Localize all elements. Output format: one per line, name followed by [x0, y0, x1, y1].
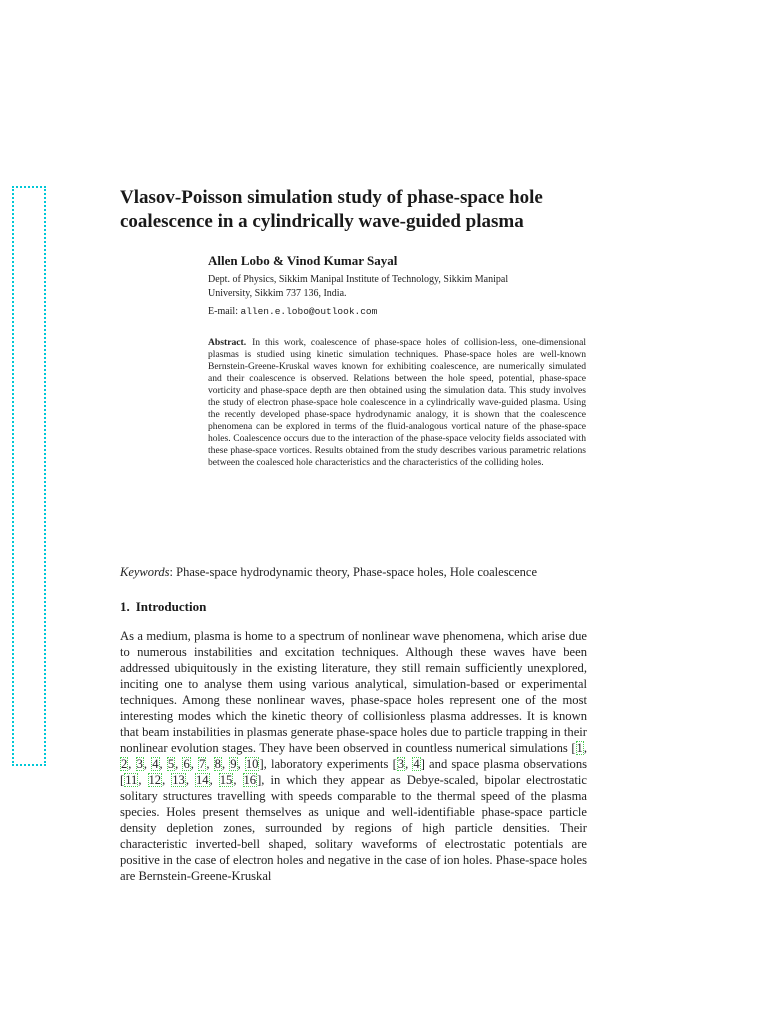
intro-text: As a medium, plasma is home to a spectrum of nonlinear wave phenomena, which arise due to numerous instabilities and excitation techniques. Although these waves have been addressed ubiquitously in the existing literature, they still remain sufficiently unexplored, inciting one to analyse them using various analytical, simulation-based or experimental techniques. Among these nonlinear waves, phase-space holes represent one of the most interesting modes which the kinetic theory of collisionless plasma addresses. It is known that beam instabilities in plasmas generate phase-space holes due to particle trapping in their nonlinear evolution stages. They have been observed in countless numerical simulations [ — [120, 629, 587, 755]
citation-link[interactable]: 10 — [245, 757, 259, 771]
intro-text: ] and space plasma observations [ — [120, 757, 588, 787]
section-heading — [120, 599, 206, 615]
citation-group: 11, 12, 13, 14, 15, 16 — [125, 773, 257, 787]
intro-text: ], laboratory experiments [ — [259, 757, 397, 771]
abstract — [208, 337, 586, 469]
citation-link[interactable]: 3 — [136, 757, 143, 771]
citation-link[interactable]: 1 — [576, 741, 583, 755]
citation-link[interactable]: 4 — [152, 757, 159, 771]
keywords-label: Keywords — [120, 565, 170, 579]
introduction-paragraph — [120, 628, 587, 884]
citation-group: 1, 2, 3, 4, 5, 6, 7, 8, 9, 10 — [121, 741, 587, 771]
authors: Allen Lobo & Vinod Kumar Sayal — [208, 253, 398, 268]
section-title: Introduction — [135, 599, 207, 614]
citation-link[interactable]: 15 — [219, 773, 233, 787]
citation-link[interactable]: 5 — [167, 757, 175, 771]
email-label: E-mail: — [208, 306, 238, 317]
citation-link[interactable]: 8 — [214, 757, 221, 771]
title-line: Vlasov-Poisson simulation study of phase-space hole — [120, 187, 543, 208]
citation-link[interactable]: 13 — [172, 773, 185, 787]
affiliation-line: Dept. of Physics, Sikkim Manipal Institute of Technology, Sikkim Manipal — [208, 274, 509, 285]
citation-link[interactable]: 6 — [183, 757, 190, 771]
citation-link[interactable]: 2 — [121, 757, 128, 771]
section-number: 1. — [120, 599, 130, 614]
citation-link[interactable]: 9 — [230, 757, 237, 771]
citation-link[interactable]: 4 — [413, 757, 420, 771]
citation-link[interactable]: 12 — [148, 773, 162, 787]
citation-group: 3, 4 — [397, 757, 420, 771]
email-address[interactable]: allen.e.lobo@outlook.com — [240, 306, 378, 317]
affiliation-line: University, Sikkim 737 136, India. — [208, 288, 347, 299]
paper-title — [120, 186, 640, 234]
title-line: coalescence in a cylindrically wave-guided plasma — [120, 211, 524, 232]
abstract-label: Abstract. — [208, 337, 247, 348]
citation-link[interactable]: 14 — [196, 773, 209, 787]
intro-text: ], in which they appear as Debye-scaled, bipolar electrostatic solitary structures travelling with speeds comparable to the thermal speed of the plasma species. Holes present themselves as unique and well-identifiable phase-space particle density depletion zones, surrounded by regions of high particle densities. Their characteristic inverted-bell shaped, solitary waveforms of electrostatic potentials are positive in the case of electron holes and negative in the case of ion holes. Phase-space holes are Bernstein-Greene-Kruskal — [120, 773, 587, 883]
arxiv-stamp-placeholder — [12, 186, 46, 766]
abstract-text: In this work, coalescence of phase-space holes of collision-less, one-dimensional plasmas is studied using kinetic simulation techniques. Phase-space holes are well-known Bernstein-Greene-Kruskal waves known for exhibiting coalescence, are numerically simulated and their coalescence is observed. Relations between the hole speed, potential, phase-space vorticity and phase-space depth are then obtained using the simulation data. This study involves the study of electron phase-space hole coalescence in a cylindrically wave-guided plasma. Using the recently developed phase-space hydrodynamic analogy, it is shown that the coalescence phenomena can be explored in terms of the fluid-analogous vortical nature of the phase-space holes. Coalescence occurs due to the interaction of the phase-space velocity fields associated with these phase-space vortices. Results obtained from the study describes various parametric relations between the coalesced hole characteristics and the characteristics of the colliding holes. — [208, 337, 586, 468]
affiliation — [208, 273, 578, 301]
citation-link[interactable]: 3 — [397, 757, 405, 771]
citation-link[interactable]: 11 — [125, 773, 138, 787]
citation-link[interactable]: 16 — [243, 773, 257, 787]
keywords-text: : Phase-space hydrodynamic theory, Phase-space holes, Hole coalescence — [169, 565, 537, 579]
keywords — [120, 565, 640, 580]
citation-link[interactable]: 7 — [199, 757, 206, 771]
email-line — [208, 305, 377, 319]
